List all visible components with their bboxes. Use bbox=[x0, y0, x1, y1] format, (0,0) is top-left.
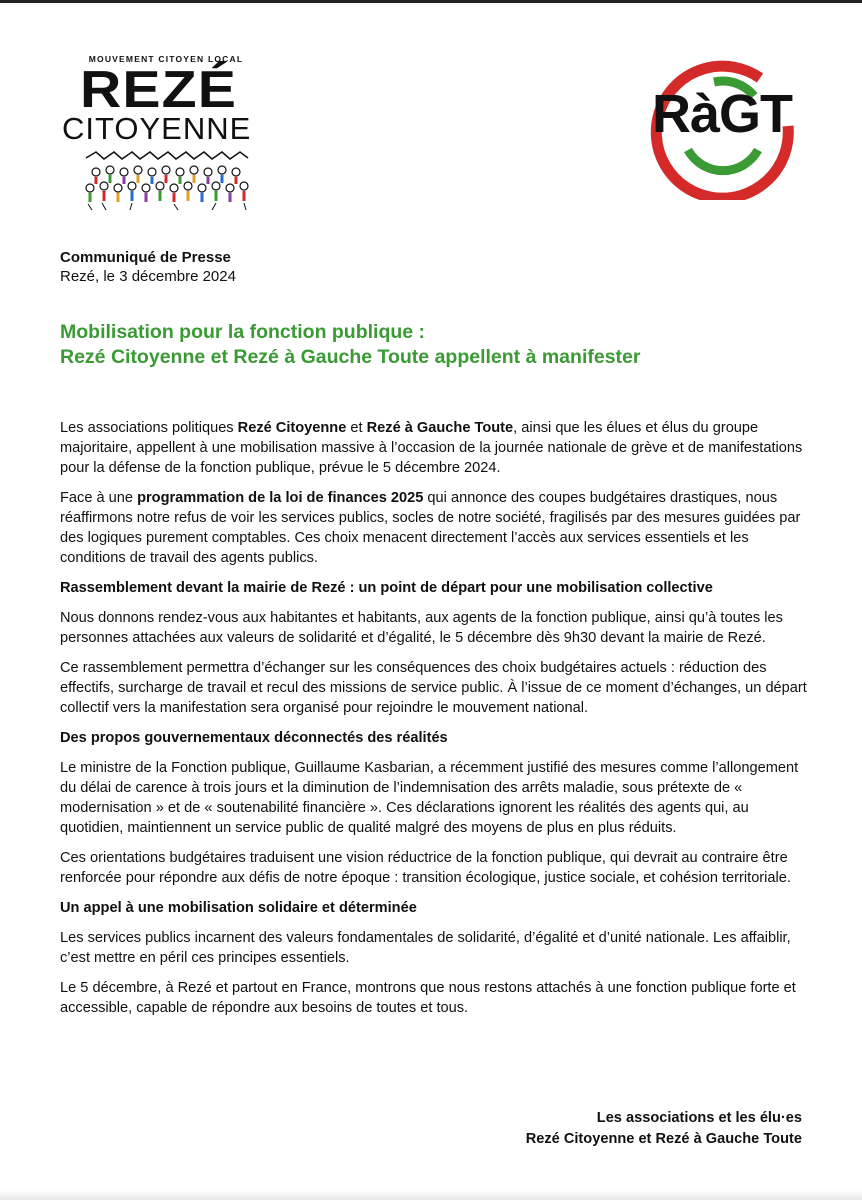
ragt-logo-text: RàGT bbox=[651, 84, 793, 144]
paragraph-5: Le ministre de la Fonction publique, Guillaume Kasbarian, a récemment justifié des mesures comme l’allongement du délai de carence à trois jours et la diminution de l’indemnisation des arrêts maladie, sous prétexte de « modernisation » et de « soutenabilité financière ». Ces déclarations ignorent les réalités des agents qui, au quotidien, maintiennent un service public de qualité malgré des moyens de plus en plus réduits. bbox=[60, 760, 799, 836]
logo-name-line1: REZÉ bbox=[80, 61, 237, 119]
signature-line-2: Rezé Citoyenne et Rezé à Gauche Toute bbox=[525, 1131, 802, 1147]
body-text bbox=[60, 418, 810, 1028]
paragraph-3: Nous donnons rendez-vous aux habitantes et habitants, aux agents de la fonction publique, ainsi qu’à toutes les personnes attachées aux valeurs de solidarité et d’égalité, le 5 décembre dès 9h30 devant la mairie de Rezé. bbox=[60, 610, 783, 646]
page-title bbox=[60, 320, 820, 370]
title-line-2: Rezé Citoyenne et Rezé à Gauche Toute appellent à manifester bbox=[60, 346, 641, 368]
press-release-date: Rezé, le 3 décembre 2024 bbox=[60, 268, 236, 285]
title-line-1: Mobilisation pour la fonction publique : bbox=[60, 321, 426, 343]
top-border bbox=[0, 0, 862, 3]
p1-bold-reze-citoyenne: Rezé Citoyenne bbox=[237, 420, 347, 436]
press-release-label: Communiqué de Presse bbox=[60, 249, 231, 266]
ragt-logo bbox=[642, 52, 802, 200]
p2-text-c: qui annonce des coupes budgétaires drastiques, nous réaffirmons notre refus de voir les services publics, socles de notre société, fragilisés par des mesures guidées par des logiques purement comptables. Ces choix menacent directement l’accès aux services essentiels et les conditions de travail des agents publics. bbox=[60, 490, 801, 566]
section-heading-2: Des propos gouvernementaux déconnectés des réalités bbox=[60, 730, 448, 746]
logo-name-line2: CITOYENNE bbox=[62, 111, 252, 146]
p2-bold-loi-finances: programmation de la loi de finances 2025 bbox=[137, 490, 424, 506]
crowd-illustration-icon bbox=[82, 150, 252, 212]
section-heading-1: Rassemblement devant la mairie de Rezé : un point de départ pour une mobilisation collective bbox=[60, 580, 713, 596]
signature-line-1: Les associations et les élu·es bbox=[596, 1110, 802, 1126]
signature bbox=[526, 1108, 802, 1150]
p1-bold-reze-gauche-toute: Rezé à Gauche Toute bbox=[366, 420, 514, 436]
p1-text-c: et bbox=[346, 420, 367, 436]
paragraph-2 bbox=[60, 488, 810, 568]
bottom-shadow bbox=[0, 1190, 862, 1200]
paragraph-8: Le 5 décembre, à Rezé et partout en France, montrons que nous restons attachés à une fonction publique forte et accessible, capable de répondre aux besoins de toutes et tous. bbox=[60, 980, 796, 1016]
p2-text-a: Face à une bbox=[60, 490, 138, 506]
paragraph-7: Les services publics incarnent des valeurs fondamentales de solidarité, d’égalité et d’unité nationale. Les affaiblir, c’est mettre en péril ces principes essentiels. bbox=[60, 930, 791, 966]
paragraph-1 bbox=[60, 418, 810, 478]
p1-text-a: Les associations politiques bbox=[60, 420, 238, 436]
p1-text-e: , ainsi que les élues et élus du groupe majoritaire, appellent à une mobilisation massive à l’occasion de la journée nationale de grève et de manifestations pour la défense de la fonction publique, prévue le 5 décembre 2024. bbox=[60, 420, 803, 476]
paragraph-6: Ces orientations budgétaires traduisent une vision réductrice de la fonction publique, qui devrait au contraire être renforcée pour répondre aux défis de notre époque : transition écologique, justice sociale, et cohésion territoriale. bbox=[60, 850, 791, 886]
paragraph-4: Ce rassemblement permettra d’échanger sur les conséquences des choix budgétaires actuels : réduction des effectifs, surcharge de travail et recul des missions de service public. À l’issue de ce moment d’échanges, un départ collectif vers la manifestation sera organisé pour rejoindre le mouvement national. bbox=[60, 660, 807, 716]
logo-tagline: MOUVEMENT CITOYEN LOCAL bbox=[88, 54, 244, 64]
section-heading-3: Un appel à une mobilisation solidaire et déterminée bbox=[60, 900, 417, 916]
reze-citoyenne-logo bbox=[60, 50, 270, 215]
